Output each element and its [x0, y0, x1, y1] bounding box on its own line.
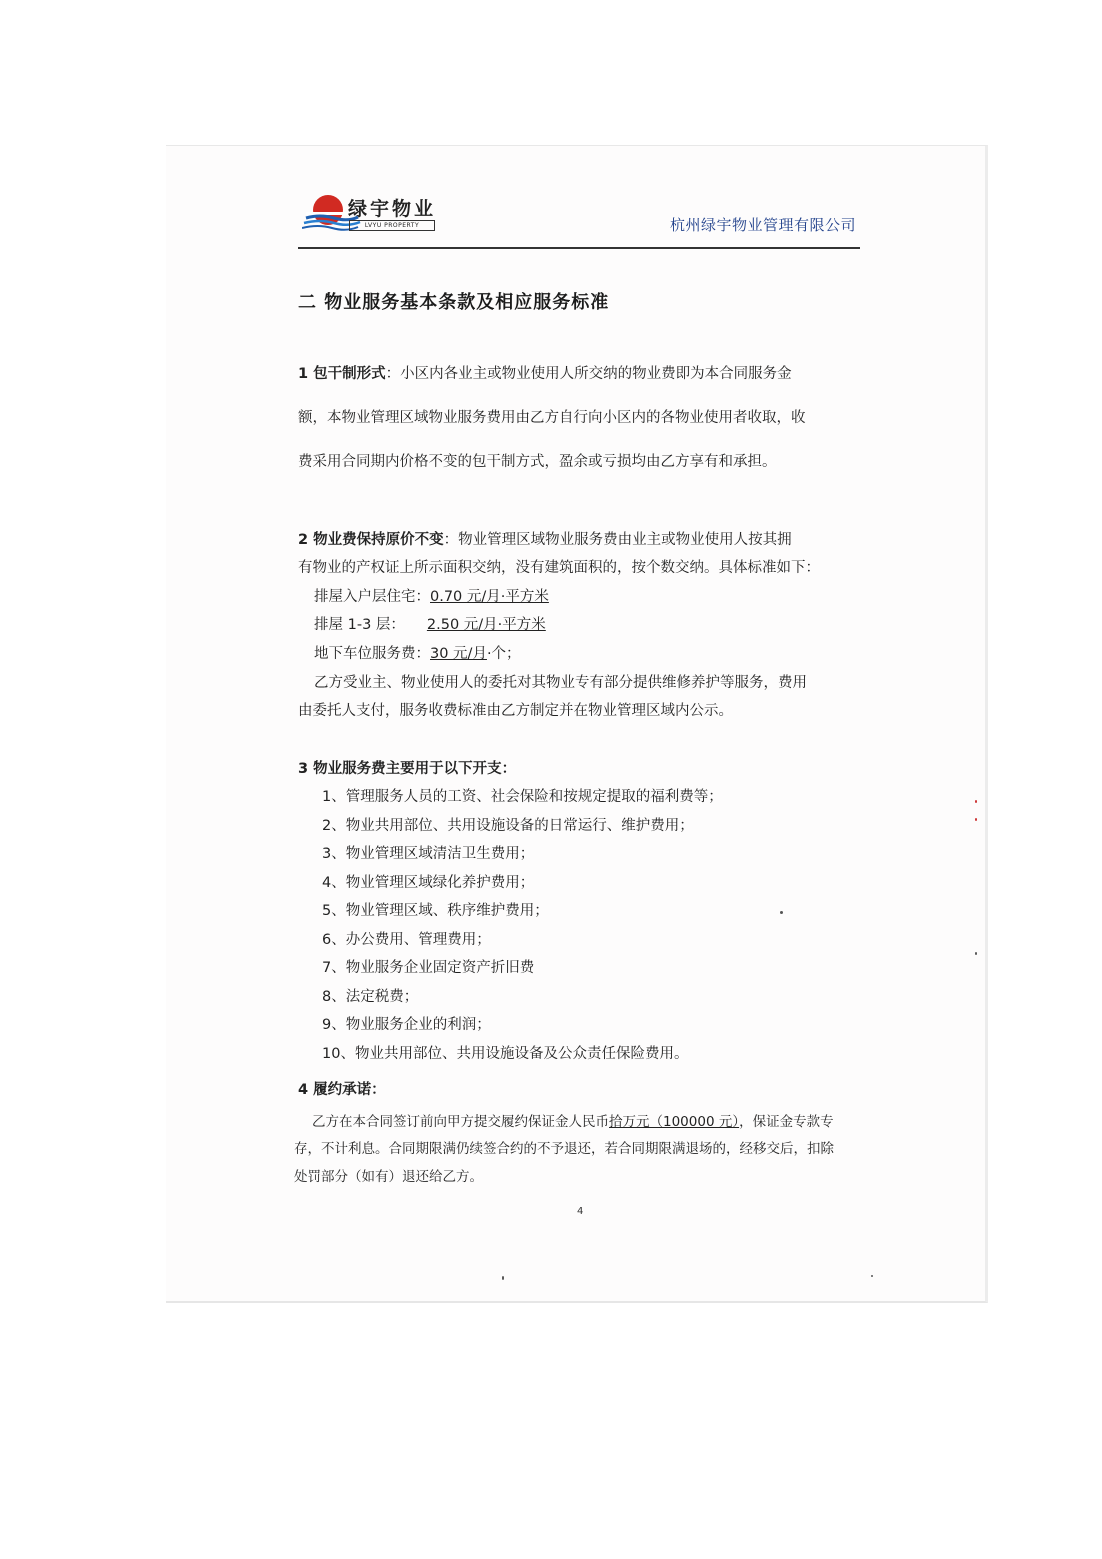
list-item: 5、物业管理区域、秩序维护费用； [322, 903, 549, 919]
deposit-amount: 拾万元（100000 元） [609, 1114, 740, 1130]
item2-note1: 乙方受业主、物业使用人的委托对其物业专有部分提供维修养护等服务，费用 [314, 675, 807, 691]
item2-label: 2 物业费保持原价不变 [298, 532, 444, 548]
page-number: 4 [577, 1206, 584, 1217]
list-item: 3、物业管理区域清洁卫生费用； [322, 846, 535, 862]
scan-speck [780, 911, 783, 914]
item2-note2: 由委托人支付，服务收费标准由乙方制定并在物业管理区域内公示。 [298, 703, 733, 719]
item2-text: ：物业管理区域物业服务费由业主或物业使用人按其拥 [443, 532, 792, 548]
list-item: 9、物业服务企业的利润； [322, 1017, 491, 1033]
fee1-value: 0.70 元/月·平方米 [430, 589, 549, 605]
scan-speck [975, 818, 977, 821]
item2-line1 [298, 528, 792, 549]
fee3-suffix: ·个； [486, 646, 521, 662]
brand-name-en: LVYU PROPERTY [349, 220, 435, 231]
fee3-value: 30 元/月 [430, 646, 487, 662]
item2-line2: 有物业的产权证上所示面积交纳，没有建筑面积的，按个数交纳。具体标准如下： [298, 560, 820, 576]
item1-line3: 费采用合同期内价格不变的包干制方式，盈余或亏损均由乙方享有和承担。 [298, 454, 777, 470]
list-item: 8、法定税费； [322, 989, 419, 1005]
fee-row-3 [314, 642, 521, 663]
section-title: 二 物业服务基本条款及相应服务标准 [298, 292, 610, 313]
item1-label: 1 包干制形式 [298, 366, 386, 382]
list-item: 7、物业服务企业固定资产折旧费 [322, 960, 535, 976]
list-item: 2、物业共用部位、共用设施设备的日常运行、维护费用； [322, 818, 694, 834]
fee-row-2 [314, 613, 546, 634]
scan-speck [871, 1275, 873, 1277]
header-rule [298, 247, 860, 249]
scan-speck [502, 1276, 504, 1280]
item1-line2: 额，本物业管理区域物业服务费用由乙方自行向小区内的各物业使用者收取，收 [298, 410, 806, 426]
item4-line2: 存，不计利息。合同期限满仍续签合约的不予退还，若合同期限满退场的，经移交后，扣除 [294, 1141, 834, 1157]
list-item: 6、办公费用、管理费用； [322, 932, 491, 948]
brand-name-cn: 绿宇物业 [348, 198, 437, 220]
item4-line1 [312, 1110, 834, 1130]
item1-line1 [298, 362, 792, 383]
fee1-label: 排屋入户层住宅： [314, 589, 430, 605]
company-name: 杭州绿宇物业管理有限公司 [669, 216, 856, 234]
fee2-value: 2.50 元/月·平方米 [426, 617, 546, 633]
fee-row-1 [314, 585, 549, 606]
item4-text-post: ，保证金专款专 [739, 1114, 834, 1130]
list-item: 10、物业共用部位、共用设施设备及公众责任保险费用。 [322, 1046, 689, 1062]
scan-speck [975, 952, 977, 955]
item1-text: ：小区内各业主或物业使用人所交纳的物业费即为本合同服务金 [385, 366, 792, 382]
item3-label: 3 物业服务费主要用于以下开支： [298, 761, 517, 777]
item4-text: 乙方在本合同签订前向甲方提交履约保证金人民币 [312, 1114, 609, 1130]
item4-line3: 处罚部分（如有）退还给乙方。 [294, 1169, 483, 1185]
item4-label: 4 履约承诺： [298, 1082, 386, 1098]
scan-speck [975, 800, 977, 803]
fee3-label: 地下车位服务费： [314, 646, 430, 662]
fee2-label: 排屋 1-3 层： [314, 617, 405, 633]
list-item: 4、物业管理区域绿化养护费用； [322, 875, 535, 891]
list-item: 1、管理服务人员的工资、社会保险和按规定提取的福利费等； [322, 789, 723, 805]
